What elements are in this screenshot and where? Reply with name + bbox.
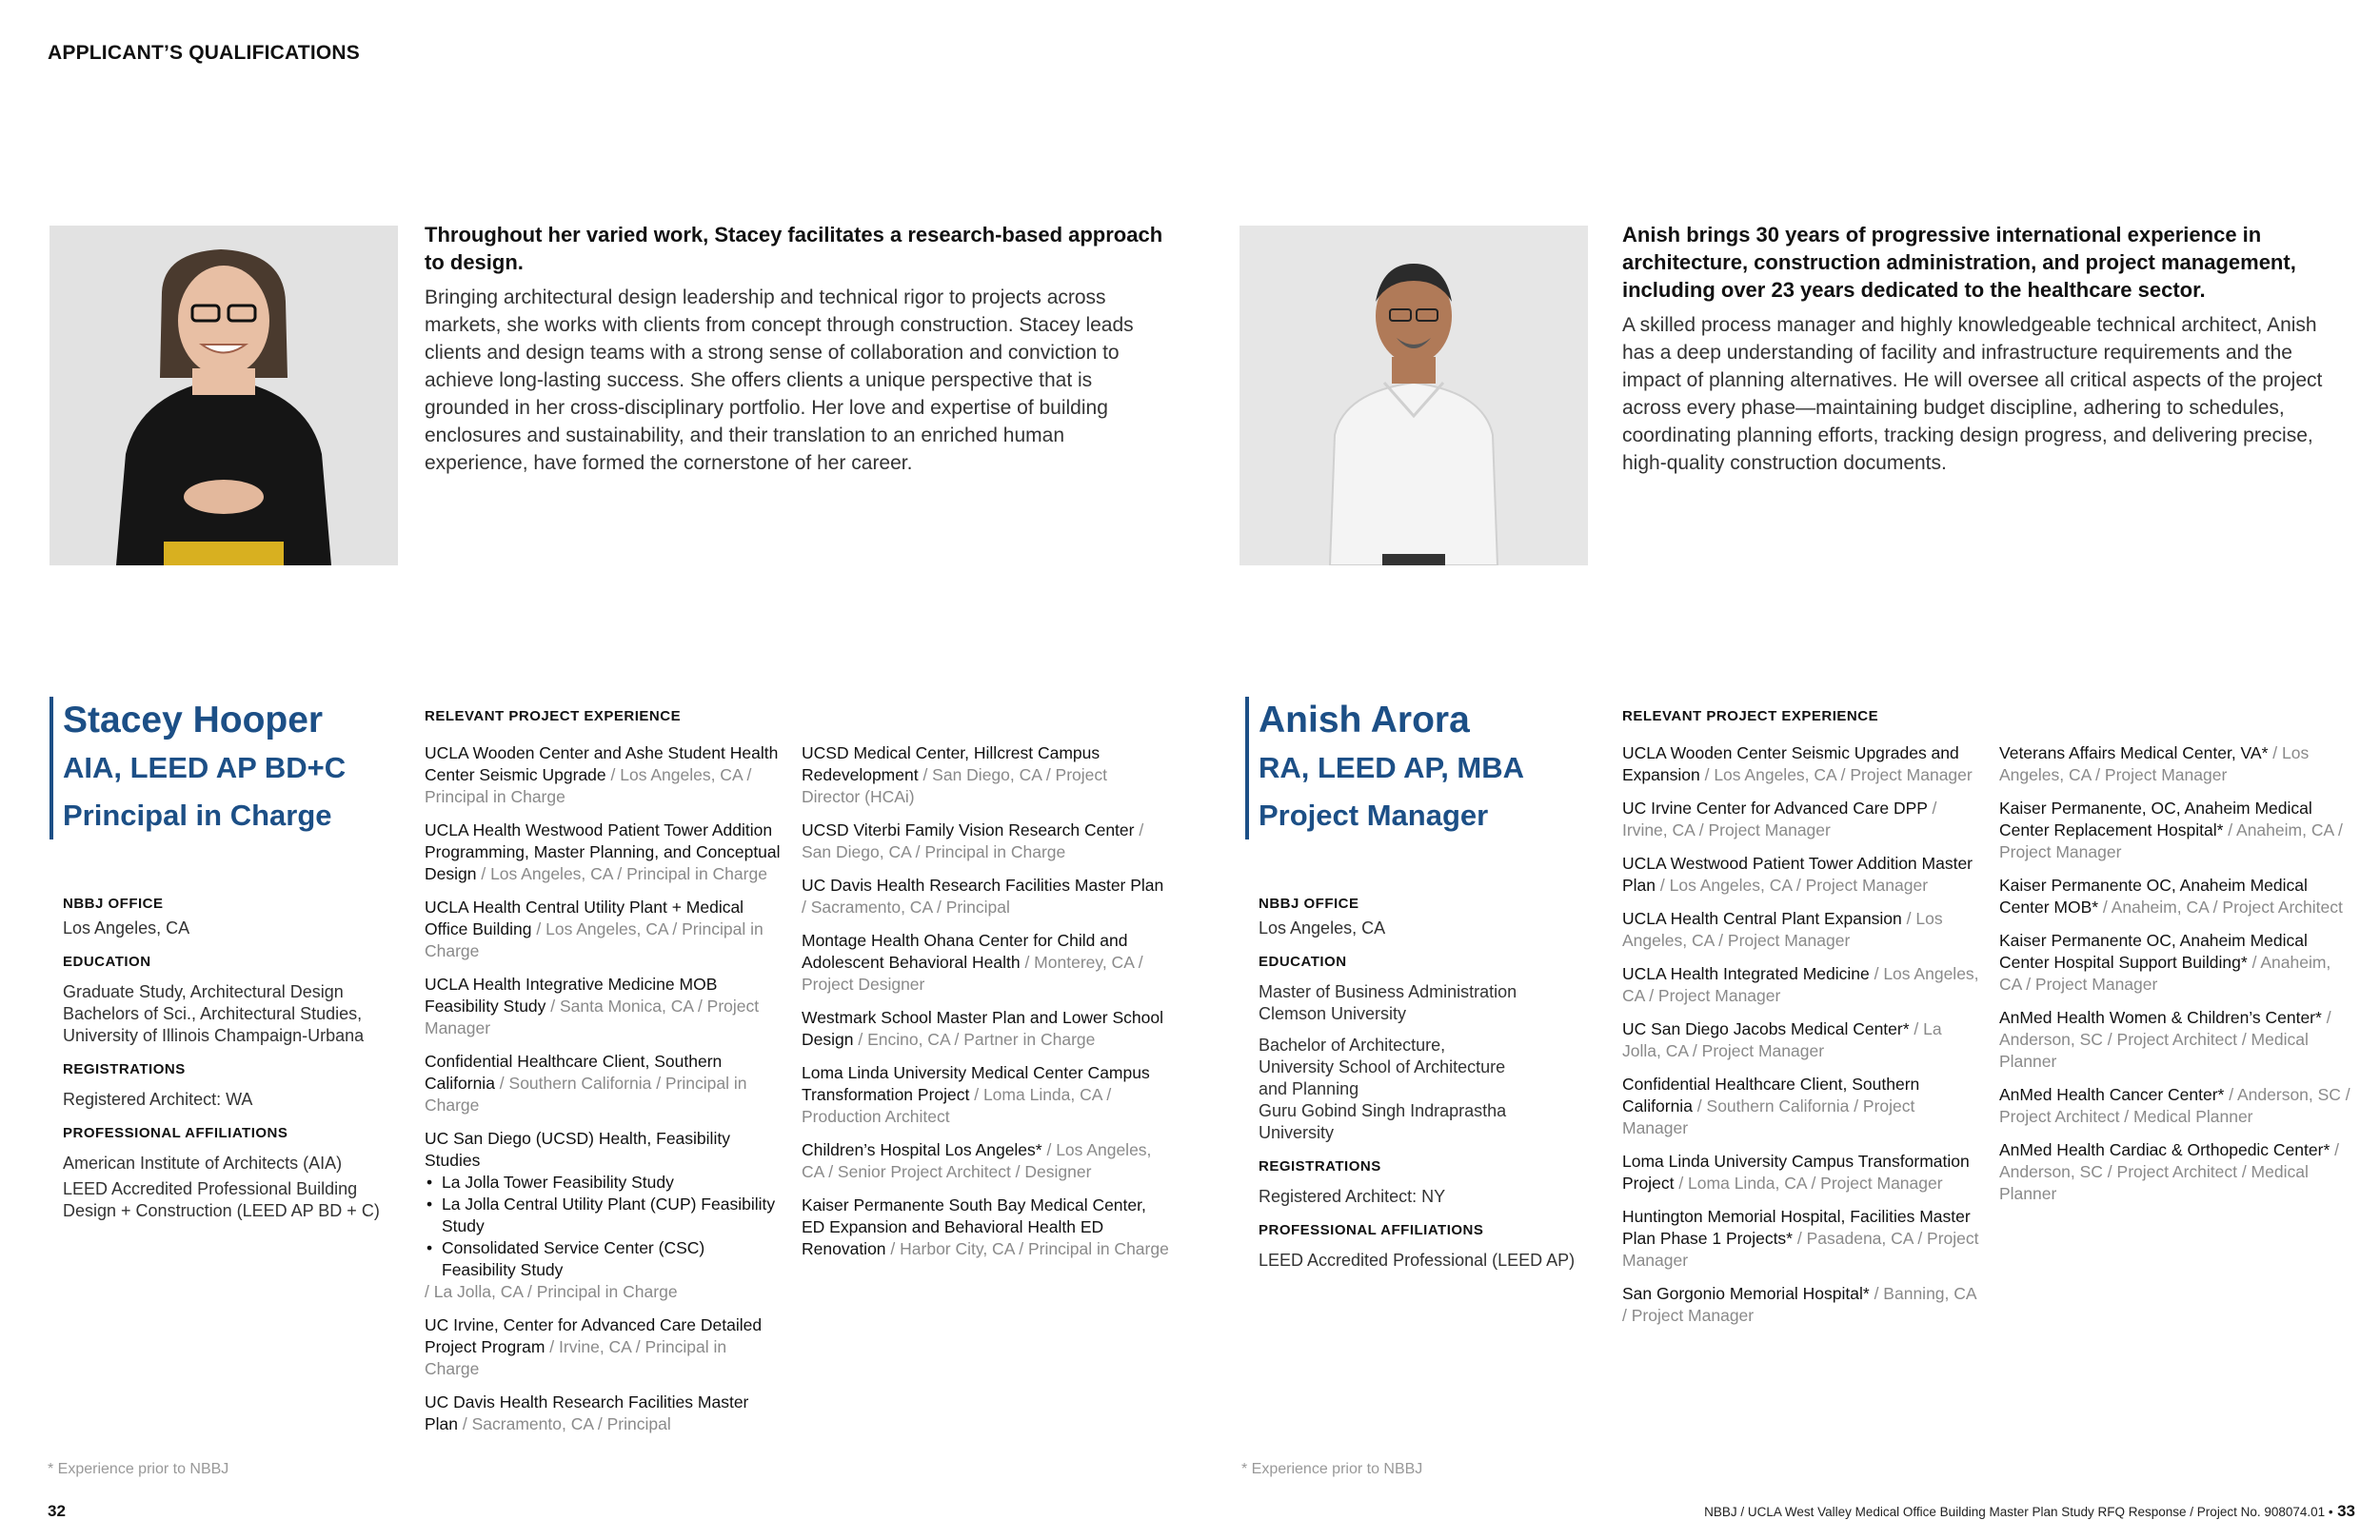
project-title: UCLA Health Integrative Medicine MOB Feasibility Study [425,975,718,1016]
stacey-education-line: Bachelors of Sci., Architectural Studies, [63,1004,363,1023]
project-entry [425,819,783,885]
anish-intro [1622,221,2327,477]
anish-experience-col2 [1999,742,2357,1216]
anish-experience-col1 [1622,742,1980,1338]
project-entry [802,819,1169,863]
project-meta: / Los Angeles, CA / Project Manager [1999,743,2310,784]
stacey-affiliation: LEED Accredited Professional Building Design + Construction (LEED AP BD + C) [63,1179,380,1220]
anish-photo [1240,226,1588,565]
project-entry [1622,1206,1980,1272]
project-title: UCLA Wooden Center and Ashe Student Health Center Seismic Upgrade [425,743,779,784]
project-meta: / Loma Linda, CA / Production Architect [802,1085,1112,1126]
project-entry [1622,908,1980,952]
anish-credentials: RA, LEED AP, MBA [1259,751,1525,784]
stacey-role: Principal in Charge [63,799,332,832]
project-entry [1999,742,2357,786]
project-title: AnMed Health Women & Children’s Center* [1999,1008,2322,1027]
anish-education-line: Master of Business Administration [1259,982,1517,1001]
stacey-photo [50,226,398,565]
project-title: Confidential Healthcare Client, Southern California [1622,1075,1920,1116]
project-title: Westmark School Master Plan and Lower School Design [802,1008,1163,1049]
stacey-intro [425,221,1167,477]
stacey-experience-col2 [802,742,1169,1272]
anish-registrations-label: REGISTRATIONS [1259,1158,1381,1175]
project-title: UC Irvine Center for Advanced Care DPP [1622,799,1928,818]
project-entry [802,1062,1169,1128]
stacey-registrations: Registered Architect: WA [63,1090,253,1109]
project-entry [1622,1283,1980,1327]
anish-education-line: Clemson University [1259,1004,1407,1023]
project-meta: / Monterey, CA / Project Designer [802,953,1143,994]
project-meta: / Southern California / Principal in Charge [425,1074,747,1115]
project-meta: / Los Angeles, CA / Principal in Charge [476,864,767,883]
project-title: Confidential Healthcare Client, Southern California [425,1052,723,1093]
stacey-footnote: * Experience prior to NBBJ [48,1461,229,1477]
anish-intro-body: A skilled process manager and highly knowledgeable technical architect, Anish has a deep understanding of facility and infrastructure requirements and the impact of planning alternatives. He will oversee all critical aspects of the project across every phase—maintaining budget discipline, adhering to schedules, coordinating planning efforts, tracking design progress, and delivering precise, high-quality construction documents. [1622,314,2323,474]
project-meta: / San Diego, CA / Project Director (HCAi) [802,765,1108,806]
anish-affiliation: LEED Accredited Professional (LEED AP) [1259,1251,1576,1270]
stacey-experience-title: RELEVANT PROJECT EXPERIENCE [425,708,682,724]
anish-education [1259,1035,1601,1144]
project-entry [1622,798,1980,841]
project-entry [802,1194,1169,1260]
stacey-name-block [50,697,406,839]
project-entry [425,1051,783,1116]
anish-registrations: Registered Architect: NY [1259,1187,1446,1206]
project-meta: / Los Angeles, CA / Principal in Charge [425,919,764,960]
footer-document-title: NBBJ / UCLA West Valley Medical Office Building Master Plan Study RFQ Response / Project No. 908074.01 • [1704,1505,2333,1519]
project-entry [802,742,1169,808]
project-meta: / Anaheim, CA / Project Architect [2098,898,2343,917]
stacey-education-line: University of Illinois Champaign-Urbana [63,1026,365,1045]
stacey-intro-body: Bringing architectural design leadership and technical rigor to projects across markets, she works with clients from concept through construction. Stacey leads clients and design teams with a strong sense of collaboration and conviction to achieve long-lasting success. She offers clients a unique perspective that is grounded in her cross-disciplinary portfolio. Her love and expertise of building enclosures and sustainability, and their translation to an enriched human experience, have formed the cornerstone of her career. [425,286,1134,474]
project-title: Kaiser Permanente OC, Anaheim Medical Center MOB* [1999,876,2308,917]
project-entry [425,1392,783,1435]
project-meta: / Los Angeles, CA / Senior Project Architect / Designer [802,1140,1152,1181]
project-title: UCLA Health Integrated Medicine [1622,964,1870,983]
anish-experience-title: RELEVANT PROJECT EXPERIENCE [1622,708,1879,724]
project-title: Montage Health Ohana Center for Child and Adolescent Behavioral Health [802,931,1128,972]
project-title: UC Irvine, Center for Advanced Care Detailed Project Program [425,1315,763,1356]
project-title: UCSD Medical Center, Hillcrest Campus Redevelopment [802,743,1101,784]
anish-education-label: EDUCATION [1259,954,1347,970]
stacey-education-line: Graduate Study, Architectural Design [63,982,344,1001]
project-meta: / Los Angeles, CA / Project Manager [1699,765,1973,784]
list-item: • La Jolla Tower Feasibility Study [442,1172,783,1194]
project-meta: / La Jolla, CA / Project Manager [1622,1019,1942,1060]
project-meta: / Los Angeles, CA / Project Manager [1656,876,1929,895]
project-title: UC Davis Health Research Facilities Master Plan [802,876,1164,895]
project-entry [1622,963,1980,1007]
anish-education-line: University School of Architecture [1259,1057,1506,1076]
anish-education-line: and Planning [1259,1079,1359,1098]
project-meta: / Los Angeles, CA / Project Manager [1622,964,1979,1005]
project-meta: / Loma Linda, CA / Project Manager [1674,1174,1943,1193]
project-title: Huntington Memorial Hospital, Facilities Master Plan Phase 1 Projects* [1622,1207,1971,1248]
stacey-name: Stacey Hooper [63,700,324,740]
anish-education [1259,981,1601,1025]
stacey-affiliation: American Institute of Architects (AIA) [63,1154,343,1173]
anish-office: Los Angeles, CA [1259,918,1386,938]
page-number-right: 33 [2337,1502,2355,1520]
project-entry [1622,853,1980,897]
project-entry [1999,798,2357,863]
stacey-education-label: EDUCATION [63,954,151,970]
project-meta: / Anderson, SC / Project Architect / Medical Planner [1999,1085,2350,1126]
project-entry [1622,1018,1980,1062]
project-entry [1999,1084,2357,1128]
anish-name: Anish Arora [1259,700,1470,740]
anish-education-line: University [1259,1123,1335,1142]
project-meta: / Anderson, SC / Project Architect / Medical Planner [1999,1140,2339,1203]
stacey-experience-col1 [425,742,783,1447]
project-title: UC Davis Health Research Facilities Master Plan [425,1392,749,1433]
project-title: UCLA Wooden Center Seismic Upgrades and Expansion [1622,743,1959,784]
project-title: San Gorgonio Memorial Hospital* [1622,1284,1870,1303]
project-title: UCSD Viterbi Family Vision Research Center [802,820,1135,839]
project-entry [1999,875,2357,918]
stacey-credentials: AIA, LEED AP BD+C [63,751,347,784]
project-entry [1622,1074,1980,1139]
project-title: UC San Diego (UCSD) Health, Feasibility Studies [425,1129,730,1170]
anish-footnote: * Experience prior to NBBJ [1241,1461,1423,1477]
anish-info [1259,895,1601,1272]
project-title: UCLA Westwood Patient Tower Addition Master Plan [1622,854,1973,895]
project-meta: / Southern California / Project Manager [1622,1096,1915,1137]
list-item: • La Jolla Central Utility Plant (CUP) Feasibility Study [442,1194,783,1237]
stacey-affiliations-label: PROFESSIONAL AFFILIATIONS [63,1125,288,1141]
project-meta: / La Jolla, CA / Principal in Charge [425,1282,678,1301]
project-meta: / Santa Monica, CA / Project Manager [425,997,760,1037]
project-meta: / Los Angeles, CA / Project Manager [1622,909,1943,950]
project-title: Veterans Affairs Medical Center, VA* [1999,743,2269,762]
project-title: UCLA Health Westwood Patient Tower Addition Programming, Master Planning, and Conceptual Design [425,820,781,883]
page-number-left: 32 [48,1502,66,1520]
anish-office-label: NBBJ OFFICE [1259,896,1359,912]
project-entry [1999,930,2357,996]
anish-education-line: Guru Gobind Singh Indraprastha [1259,1101,1507,1120]
project-title: UCLA Health Central Plant Expansion [1622,909,1902,928]
project-title: Kaiser Permanente South Bay Medical Center, ED Expansion and Behavioral Health ED Renovation [802,1195,1146,1258]
project-meta: / Los Angeles, CA / Principal in Charge [425,765,752,806]
project-entry [425,897,783,962]
stacey-education [63,981,406,1047]
project-meta: / Encino, CA / Partner in Charge [853,1030,1096,1049]
list-item: • Consolidated Service Center (CSC) Feasibility Study [442,1237,783,1281]
anish-intro-lead: Anish brings 30 years of progressive international experience in architecture, construction administration, and project management, including over 23 years dedicated to the healthcare sector. [1622,223,2296,302]
project-entry [1999,1139,2357,1205]
stacey-info [63,895,406,1222]
project-meta: / Banning, CA / Project Manager [1622,1284,1976,1325]
project-entry [1622,1151,1980,1194]
stacey-office-label: NBBJ OFFICE [63,896,164,912]
project-entry [425,742,783,808]
project-title: Loma Linda University Campus Transformation Project [1622,1152,1970,1193]
page-header-title: APPLICANT’S QUALIFICATIONS [48,42,360,64]
project-entry [425,1314,783,1380]
project-entry [425,974,783,1039]
project-meta: / Irvine, CA / Principal in Charge [425,1337,727,1378]
project-title: AnMed Health Cardiac & Orthopedic Center* [1999,1140,2330,1159]
project-meta: / Sacramento, CA / Principal [458,1414,671,1433]
project-title: Kaiser Permanente, OC, Anaheim Medical Center Replacement Hospital* [1999,799,2312,839]
project-meta: / San Diego, CA / Principal in Charge [802,820,1144,861]
project-meta: / Sacramento, CA / Principal [802,898,1010,917]
stacey-office: Los Angeles, CA [63,918,190,938]
project-entry [1999,1007,2357,1073]
project-title: AnMed Health Cancer Center* [1999,1085,2225,1104]
project-title: Loma Linda University Medical Center Campus Transformation Project [802,1063,1150,1104]
project-entry-ucsd [425,1128,783,1303]
project-title: Children’s Hospital Los Angeles* [802,1140,1042,1159]
ucsd-study-list [425,1172,783,1281]
project-entry [802,1007,1169,1051]
anish-role: Project Manager [1259,799,1489,832]
project-meta: / Anderson, SC / Project Architect / Medical Planner [1999,1008,2331,1071]
stacey-intro-lead: Throughout her varied work, Stacey facilitates a research-based approach to design. [425,223,1163,274]
anish-education-line: Bachelor of Architecture, [1259,1036,1446,1055]
project-meta: / Anaheim, CA / Project Manager [1999,820,2343,861]
project-meta: / Harbor City, CA / Principal in Charge [885,1239,1169,1258]
anish-name-block [1245,697,1601,839]
project-entry [802,875,1169,918]
project-entry [1622,742,1980,786]
footer-right [1704,1502,2355,1521]
project-meta: / Irvine, CA / Project Manager [1622,799,1937,839]
stacey-registrations-label: REGISTRATIONS [63,1061,186,1077]
project-title: Kaiser Permanente OC, Anaheim Medical Center Hospital Support Building* [1999,931,2308,972]
project-title: UCLA Health Central Utility Plant + Medical Office Building [425,898,744,938]
project-title: UC San Diego Jacobs Medical Center* [1622,1019,1910,1038]
anish-affiliations-label: PROFESSIONAL AFFILIATIONS [1259,1222,1484,1238]
project-meta: / Anaheim, CA / Project Manager [1999,953,2331,994]
project-entry [802,930,1169,996]
project-entry [802,1139,1169,1183]
project-meta: / Pasadena, CA / Project Manager [1622,1229,1979,1270]
